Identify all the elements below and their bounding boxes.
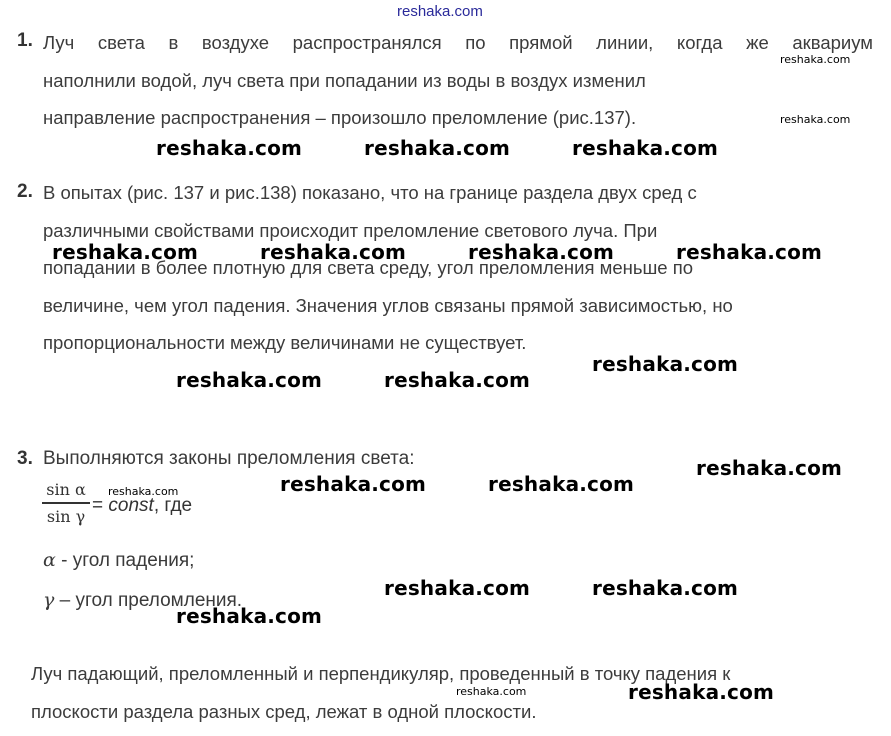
item-3-number: 3. xyxy=(17,448,33,469)
watermark: reshaka.com xyxy=(52,240,199,264)
watermark: reshaka.com xyxy=(384,368,531,392)
watermark: reshaka.com xyxy=(676,240,823,264)
item-2-line: величине, чем угол падения. Значения углов связаны прямой зависимостью, но xyxy=(43,294,733,316)
alpha-symbol: α xyxy=(43,549,56,571)
gamma-symbol: γ xyxy=(43,589,55,611)
item-2-text xyxy=(43,174,873,362)
watermark: reshaka.com xyxy=(364,136,511,160)
formula-suffix: , где xyxy=(153,495,193,516)
watermark: reshaka.com xyxy=(384,576,531,600)
item-1-line: направление распространения – произошло преломление (рис.137). xyxy=(43,107,637,128)
formula-denominator: sin γ xyxy=(46,506,86,526)
watermark-small: reshaka.com xyxy=(780,113,851,126)
formula-const: const xyxy=(108,495,154,516)
formula-equals: = xyxy=(92,495,104,516)
item-3-heading: Выполняются законы преломления света: xyxy=(43,448,415,469)
watermark: reshaka.com xyxy=(572,136,719,160)
alpha-definition xyxy=(43,549,194,572)
fraction-bar xyxy=(42,502,90,504)
watermark: reshaka.com xyxy=(488,472,635,496)
watermark: reshaka.com xyxy=(280,472,427,496)
item-2-line: В опытах (рис. 137 и рис.138) показано, что на границе раздела двух сред с xyxy=(43,182,697,203)
formula-numerator: sin α xyxy=(46,480,86,499)
watermark: reshaka.com xyxy=(156,136,303,160)
formula-fraction xyxy=(42,480,90,526)
item-1-line: Луч света в воздухе распространялся по прямой линии, когда же аквариум xyxy=(43,32,873,53)
item-2-line: попадании в более плотную для света среду, угол преломления меньше по xyxy=(43,257,694,278)
watermark-small: reshaka.com xyxy=(456,685,527,698)
gamma-text: – угол преломления. xyxy=(54,590,243,611)
watermark: reshaka.com xyxy=(468,240,615,264)
item-2-line: различными свойствами происходит преломление светового луча. При xyxy=(43,219,658,241)
conclusion-line: плоскости раздела разных сред, лежат в одной плоскости. xyxy=(31,700,537,722)
watermark: reshaka.com xyxy=(592,352,739,376)
watermark: reshaka.com xyxy=(628,680,775,704)
formula-rhs xyxy=(92,495,192,517)
watermark: reshaka.com xyxy=(696,456,843,480)
watermark-small: reshaka.com xyxy=(780,53,851,66)
top-watermark: reshaka.com xyxy=(397,3,483,20)
item-1-text xyxy=(43,24,873,137)
watermark-small: reshaka.com xyxy=(108,485,179,498)
watermark: reshaka.com xyxy=(176,368,323,392)
item-1-line: наполнили водой, луч света при попадании из воды в воздух изменил xyxy=(43,69,646,91)
alpha-text: - угол падения; xyxy=(55,550,195,571)
watermark: reshaka.com xyxy=(592,576,739,600)
conclusion-line: Луч падающий, преломленный и перпендикуляр, проведенный в точку падения к xyxy=(31,663,731,684)
watermark: reshaka.com xyxy=(260,240,407,264)
watermark: reshaka.com xyxy=(176,604,323,628)
item-1-number: 1. xyxy=(17,30,33,51)
item-2-line: пропорциональности между величинами не существует. xyxy=(43,332,527,353)
item-2-number: 2. xyxy=(17,181,33,202)
